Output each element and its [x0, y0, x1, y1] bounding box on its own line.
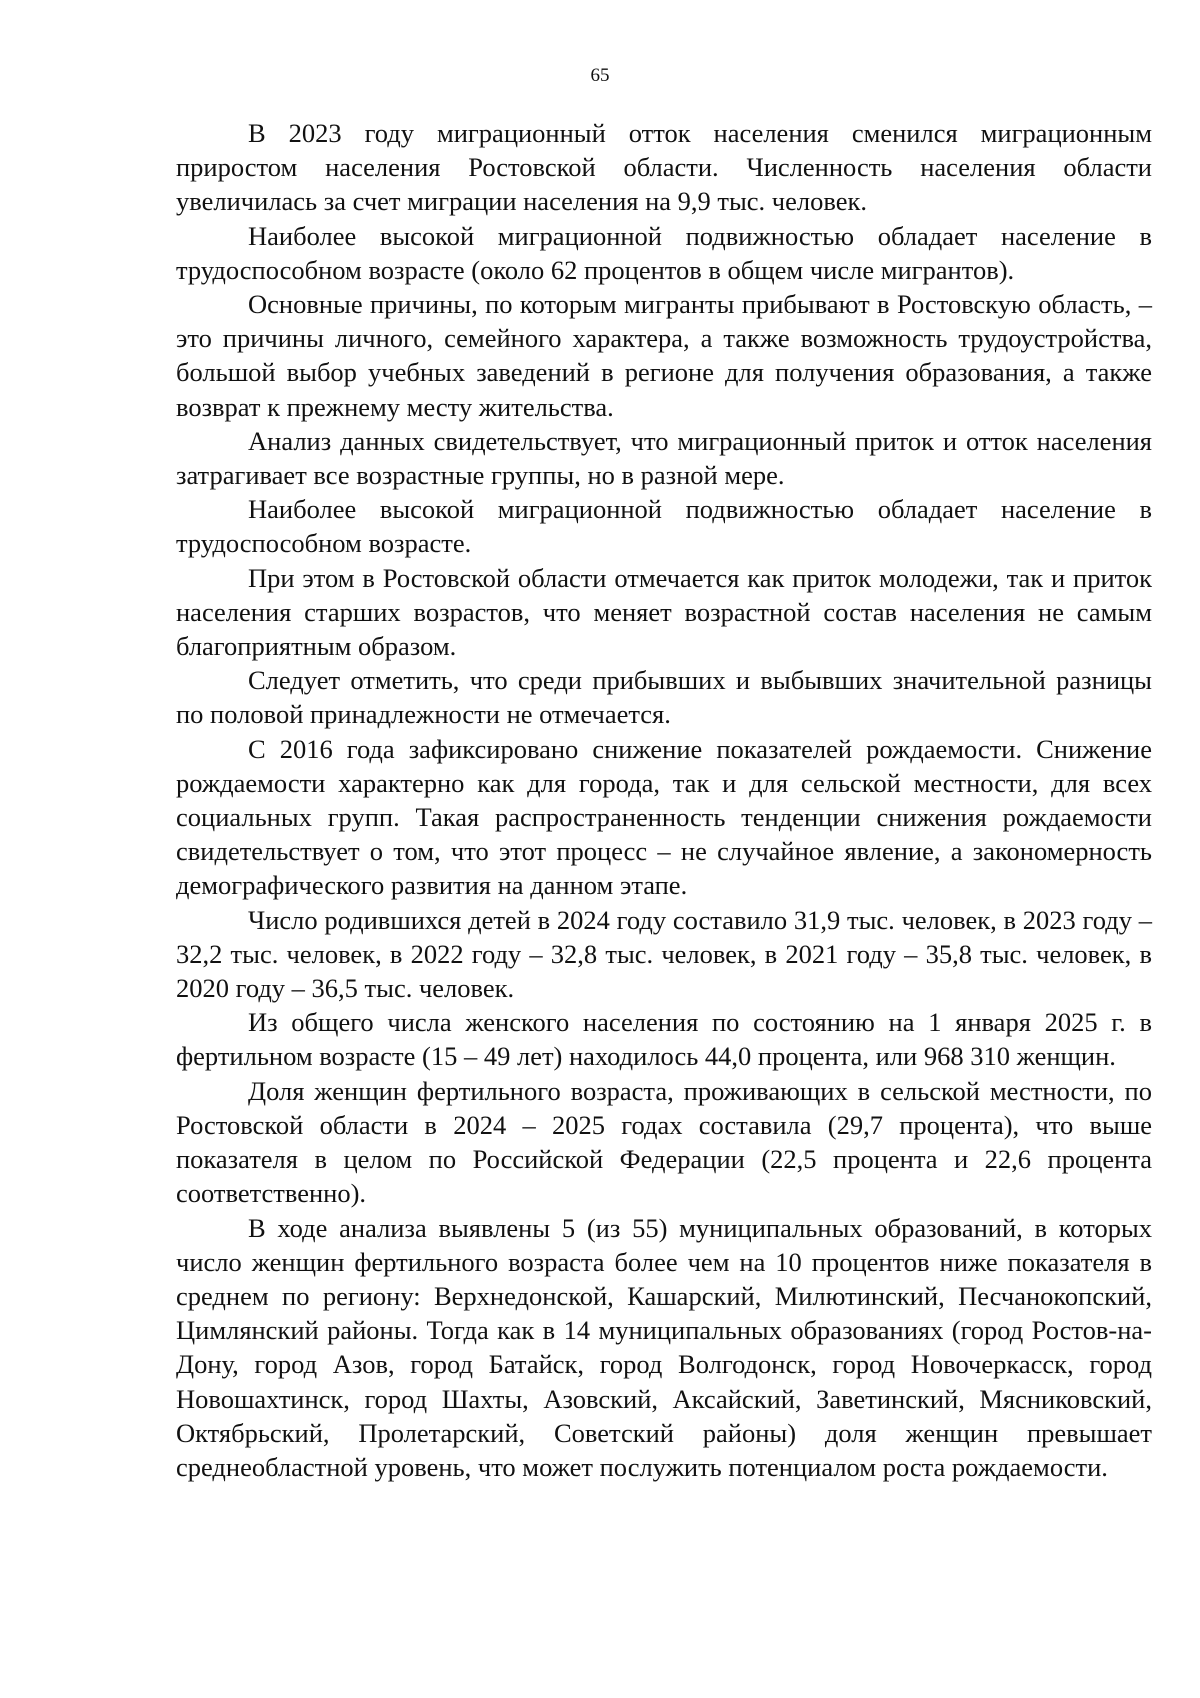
page-number: 65: [590, 65, 610, 86]
paragraph-migration-growth: В 2023 году миграционный отток населения сменился миграционным приростом населения Ростовской области. Численность населения области увеличилась за счет миграции населения на 9,9 тыс. человек.: [176, 118, 1152, 217]
paragraph-fertile-age-women: Из общего числа женского населения по состоянию на 1 января 2025 г. в фертильном возрасте (15 – 49 лет) находилось 44,0 процента, или 968 310 женщин.: [176, 1007, 1152, 1072]
paragraph-rural-fertile-women: Доля женщин фертильного возраста, проживающих в сельской местности, по Ростовской области в 2024 – 2025 годах составила (29,7 процента), что выше показателя в целом по Российской Федерации (22,5 процента и 22,6 процента соответственно).: [176, 1075, 1152, 1209]
paragraph-working-age-mobility: Наиболее высокой миграционной подвижностью обладает население в трудоспособном возрасте (около 62 процентов в общем числе мигрантов).: [176, 220, 1152, 285]
paragraph-age-groups: Анализ данных свидетельствует, что миграционный приток и отток населения затрагивает все возрастные группы, но в разной мере.: [176, 425, 1152, 491]
paragraph-gender-difference: Следует отметить, что среди прибывших и выбывших значительной разницы по половой принадлежности не отмечается.: [176, 665, 1152, 730]
paragraph-working-age-mobility-repeat: Наиболее высокой миграционной подвижностью обладает население в трудоспособном возрасте.: [176, 494, 1152, 559]
paragraph-births-by-year: Число родившихся детей в 2024 году составило 31,9 тыс. человек, в 2023 году – 32,2 тыс. человек, в 2022 году – 32,8 тыс. человек, в 2021 году – 35,8 тыс. человек, в 2020 году – 36,5 тыс. человек.: [176, 904, 1152, 1004]
body-text: [176, 116, 1152, 1484]
paragraph-birth-rate-decline: С 2016 года зафиксировано снижение показателей рождаемости. Снижение рождаемости характерно как для города, так и для сельской местности, для всех социальных групп. Такая распространенность тенденции снижения рождаемости свидетельствует о том, что этот процесс – не случайное явление, а закономерность демографического развития на данном этапе.: [176, 733, 1152, 901]
paragraph-youth-and-elderly-inflow: При этом в Ростовской области отмечается как приток молодежи, так и приток населения старших возрастов, что меняет возрастной состав населения не самым благоприятным образом.: [176, 562, 1152, 662]
paragraph-municipal-analysis: В ходе анализа выявлены 5 (из 55) муниципальных образований, в которых число женщин фертильного возраста более чем на 10 процентов ниже показателя в среднем по региону: Верхнедонской, Кашарский, Милютинский, Песчанокопский, Цимлянский районы. Тогда как в 14 муниципальных образованиях (город Ростов-на-Дону, город Азов, город Батайск, город Волгодонск, город Новочеркасск, город Новошахтинск, город Шахты, Азовский, Аксайский, Заветинский, Мясниковский, Октябрьский, Пролетарский, Советский районы) доля женщин превышает среднеобластной уровень, что может послужить потенциалом роста рождаемости.: [176, 1212, 1152, 1482]
paragraph-migration-reasons: Основные причины, по которым мигранты прибывают в Ростовскую область, – это причины личного, семейного характера, а также возможность трудоустройства, большой выбор учебных заведений в регионе для получения образования, а также возврат к прежнему месту жительства.: [176, 289, 1152, 422]
